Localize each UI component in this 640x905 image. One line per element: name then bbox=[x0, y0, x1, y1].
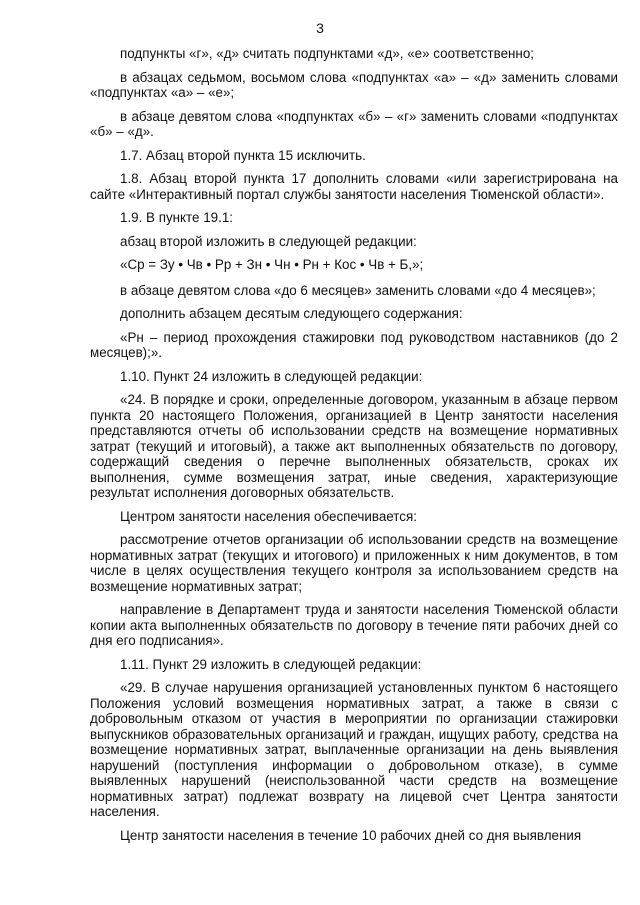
paragraph: Центр занятости населения в течение 10 рабочих дней со дня выявления bbox=[120, 827, 582, 843]
paragraph: «29. В случае нарушения организацией установленных пунктом 6 настоящего Положения условий возмещения нормативных затрат, а также в связи с добровольным отказом от участия в мероприятии по организации стажировки выпускников образовательных организаций и граждан, ищущих работу, средства на возмещение нормативных затрат, выплаченные организации на день выявления нарушений (поступления информации о добровольном отказе), в сумме выявленных нарушений (неиспользованной части средств на возмещение нормативных затрат) подлежат возврату на лицевой счет Центра занятости населения. bbox=[90, 680, 618, 819]
paragraph: абзац второй изложить в следующей редакции: bbox=[120, 233, 417, 249]
paragraph: дополнить абзацем десятым следующего содержания: bbox=[120, 306, 463, 321]
formula: «Ср = Зу • Чв • Рр + Зн • Чн • Рн + Кос • Чв + Б,»; bbox=[120, 257, 424, 272]
paragraph: 1.11. Пункт 29 изложить в следующей редакции: bbox=[120, 656, 422, 672]
paragraph: «24. В порядке и сроки, определенные договором, указанным в абзаце первом пункта 20 настоящего Положения, организацией в Центр занятости населения представляются отчеты об использовании средств на возмещение нормативных затрат (текущий и итоговый), а также акт выполненных обязательств по договору, содержащий сведения о перечне выполненных обязательств, сроках их выполнения, сумме возмещения затрат, иные сведения, характеризующие результат исполнения договорных обязательств. bbox=[90, 392, 618, 500]
paragraph: в абзаце девятом слова «до 6 месяцев» заменить словами «до 4 месяцев»; bbox=[120, 282, 596, 298]
paragraph: рассмотрение отчетов организации об использовании средств на возмещение нормативных затрат (текущих и итогового) и приложенных к ним документов, в том числе в целях осуществления текущего контроля за использованием средств на возмещение нормативных затрат; bbox=[90, 532, 618, 594]
paragraph: 1.7. Абзац второй пункта 15 исключить. bbox=[120, 147, 366, 163]
paragraph: в абзацах седьмом, восьмом слова «подпунктах «а» – «д» заменить словами «подпунктах «а» – «е»; bbox=[90, 69, 618, 100]
paragraph: подпункты «г», «д» считать подпунктами «д», «е» соответственно; bbox=[120, 46, 534, 61]
page-number: 3 bbox=[316, 20, 324, 36]
paragraph: 1.8. Абзац второй пункта 17 дополнить словами «или зарегистрирована на сайте «Интерактивный портал службы занятости населения Тюменской области». bbox=[90, 171, 618, 202]
paragraph: Центром занятости населения обеспечивается: bbox=[120, 508, 417, 524]
paragraph: направление в Департамент труда и занятости населения Тюменской области копии акта выполненных обязательств по договору в течение пяти рабочих дней со дня его подписания». bbox=[90, 602, 618, 648]
paragraph: «Рн – период прохождения стажировки под руководством наставников (до 2 месяцев);». bbox=[90, 329, 618, 360]
paragraph: в абзаце девятом слова «подпунктах «б» – «г» заменить словами «подпунктах «б» – «д». bbox=[90, 108, 618, 139]
paragraph: 1.10. Пункт 24 изложить в следующей редакции: bbox=[120, 368, 423, 384]
paragraph: 1.9. В пункте 19.1: bbox=[120, 210, 233, 225]
document-body bbox=[90, 46, 618, 851]
